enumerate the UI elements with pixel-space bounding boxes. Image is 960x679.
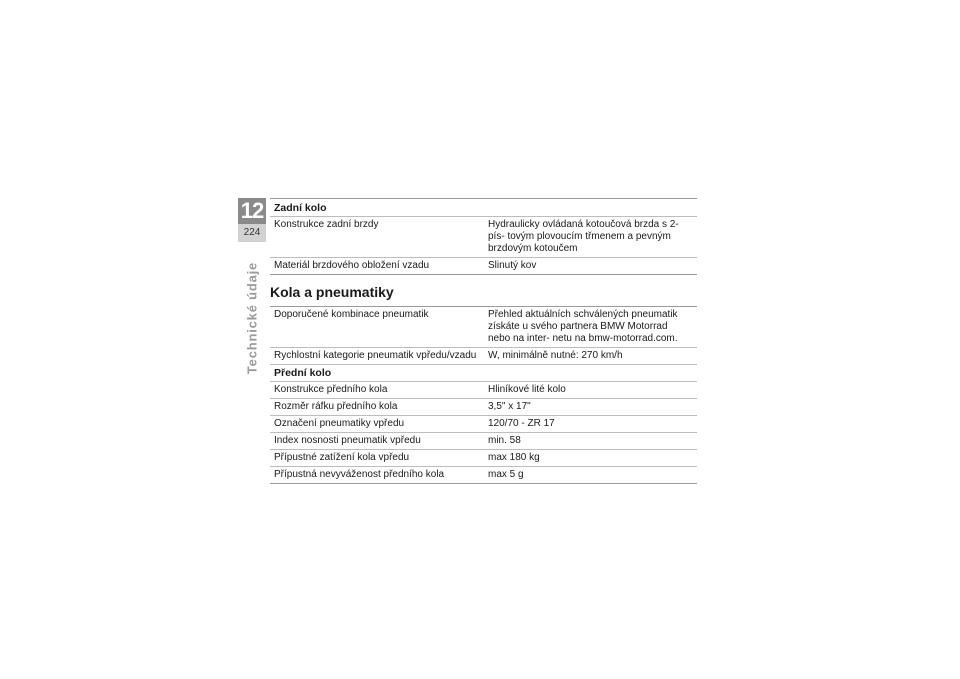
chapter-tab [238, 198, 266, 242]
row-value: Slinutý kov [488, 260, 537, 271]
row-value: Přehled aktuálních schválených pneumatik získáte u svého partnera BMW Motorrad nebo na inter- netu na bmw-motorrad.com. [488, 309, 678, 344]
wheels-section-title: Kola a pneumatiky [270, 284, 394, 300]
table-row [270, 381, 697, 398]
front-wheel-title: Přední kolo [274, 367, 332, 379]
row-key: Rychlostní kategorie pneumatik vpředu/vzadu [274, 350, 477, 361]
row-key: Rozměr ráfku předního kola [274, 401, 398, 412]
table-row [270, 432, 697, 449]
table-row [270, 307, 697, 347]
table-row [270, 347, 697, 364]
row-key: Označení pneumatiky vpředu [274, 418, 405, 429]
row-key: Konstrukce předního kola [274, 384, 388, 395]
row-value: min. 58 [488, 435, 521, 446]
row-key: Konstrukce zadní brzdy [274, 219, 379, 230]
spec-content [270, 198, 697, 484]
table-row [270, 466, 697, 484]
row-value: 120/70 - ZR 17 [488, 418, 555, 429]
table-row [270, 398, 697, 415]
row-key: Doporučené kombinace pneumatik [274, 309, 429, 320]
row-key: Přípustné zatížení kola vpředu [274, 452, 410, 463]
row-value: 3,5" x 17" [488, 401, 531, 412]
row-key: Index nosnosti pneumatik vpředu [274, 435, 421, 446]
rear-wheel-title: Zadní kolo [274, 202, 327, 214]
row-value: max 5 g [488, 469, 524, 480]
row-value: W, minimálně nutné: 270 km/h [488, 350, 623, 361]
chapter-title: Technické údaje [244, 261, 260, 375]
row-key: Přípustná nevyváženost předního kola [274, 469, 445, 480]
table-row [270, 216, 697, 257]
chapter-number: 12 [238, 198, 266, 224]
row-value: Hydraulicky ovládaná kotoučová brzda s 2-pís- tovým plovoucím třmenem a pevným brzdovým kotoučem [488, 219, 679, 254]
table-row [270, 415, 697, 432]
front-wheel-title-row [270, 364, 697, 381]
row-value: Hliníkové lité kolo [488, 384, 566, 395]
row-key: Materiál brzdového obložení vzadu [274, 260, 430, 271]
page-number: 224 [243, 227, 261, 238]
table-row [270, 257, 697, 275]
table-row [270, 449, 697, 466]
row-value: max 180 kg [488, 452, 540, 463]
